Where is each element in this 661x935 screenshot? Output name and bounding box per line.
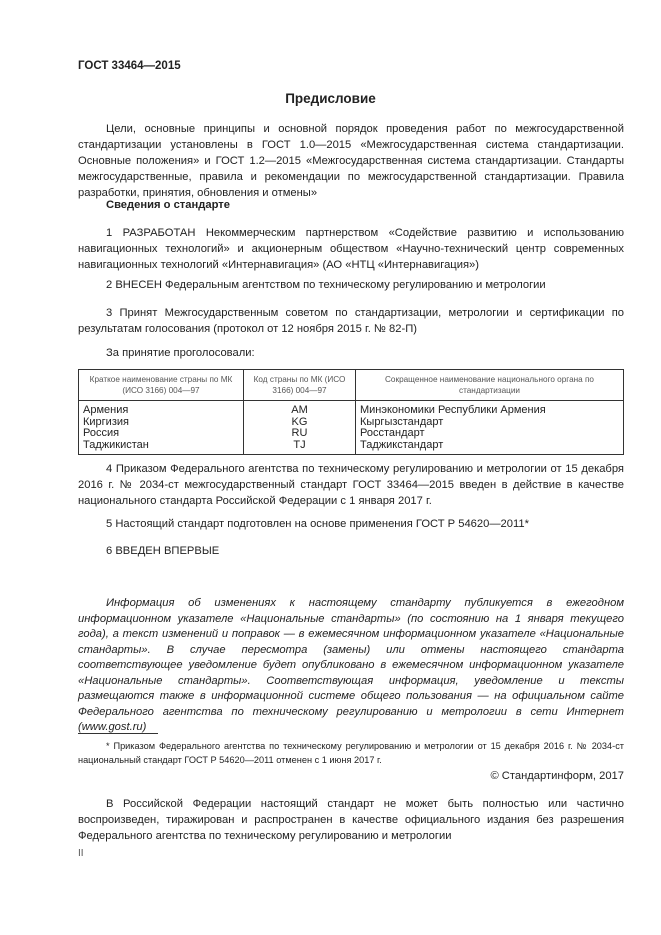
- section-title: Сведения о стандарте: [106, 199, 230, 211]
- country: Киргизия: [79, 417, 244, 429]
- page-number: II: [78, 848, 84, 859]
- national-body: Кыргызстандарт: [356, 417, 624, 429]
- table-row: [79, 428, 624, 440]
- footnote: * Приказом Федерального агентства по техническому регулированию и метрологии от 15 декабря 2016 г. № 2034-ст национальный стандарт ГОСТ Р 54620—2011 отменен с 1 июня 2017 г.: [78, 741, 624, 765]
- voting-label: За принятие проголосовали:: [106, 347, 255, 359]
- item-4: 4 Приказом Федерального агентства по техническому регулированию и метрологии от 15 декабря 2016 г. № 2034-ст межгосударственный стандарт ГОСТ 33464—2015 введен в действие в качестве национального стандарта Российской Федерации с 1 января 2017 г.: [78, 463, 624, 507]
- footnote-divider: [78, 733, 158, 734]
- header-organ: Сокращенное наименование национального органа по стандартизации: [356, 370, 624, 401]
- table-row: [79, 440, 624, 455]
- rights-paragraph: В Российской Федерации настоящий стандарт не может быть полностью или частично воспроизведен, тиражирован и распространен в качестве официального издания без разрешения Федерального агентства по техническому регулированию и метрологии: [78, 798, 624, 842]
- country-code: RU: [244, 428, 356, 440]
- item-6: 6 ВВЕДЕН ВПЕРВЫЕ: [106, 545, 220, 557]
- national-body: Минэкономики Республики Армения: [356, 401, 624, 417]
- country: Армения: [79, 401, 244, 417]
- voting-table: [78, 369, 624, 455]
- table-row: [79, 401, 624, 417]
- document-header: ГОСТ 33464—2015: [78, 60, 181, 72]
- item-3: 3 Принят Межгосударственным советом по стандартизации, метрологии и сертификации по результатам голосования (протокол от 12 ноября 2015 г. № 82-П): [78, 307, 624, 335]
- header-code: Код страны по МК (ИСО 3166) 004—97: [244, 370, 356, 401]
- national-body: Таджикстандарт: [356, 440, 624, 455]
- copyright: © Стандартинформ, 2017: [490, 770, 624, 782]
- country-code: TJ: [244, 440, 356, 455]
- item-2: 2 ВНЕСЕН Федеральным агентством по техническому регулированию и метрологии: [106, 279, 546, 291]
- header-country: Краткое наименование страны по МК (ИСО 3166) 004—97: [79, 370, 244, 401]
- info-paragraph: Информация об изменениях к настоящему стандарту публикуется в ежегодном информационном указателе «Национальные стандарты» (по состоянию на 1 января текущего года), а текст изменений и поправок — в ежемесячном информационном указателе «Национальные стандарты». В случае пересмотра (замены) или отмены настоящего стандарта соответствующее уведомление будет опубликовано в ежемесячном информационном указателе «Национальные стандарты». Соответствующая информация, уведомление и тексты размещаются также в информационной системе общего пользования — на официальном сайте Федерального агентства по техническому регулированию и метрологии в сети Интернет (www.gost.ru): [78, 597, 624, 733]
- country-code: KG: [244, 417, 356, 429]
- country: Таджикистан: [79, 440, 244, 455]
- country: Россия: [79, 428, 244, 440]
- national-body: Росстандарт: [356, 428, 624, 440]
- page-title: Предисловие: [285, 91, 376, 106]
- item-5: 5 Настоящий стандарт подготовлен на основе применения ГОСТ Р 54620—2011*: [106, 518, 529, 530]
- item-1: 1 РАЗРАБОТАН Некоммерческим партнерством «Содействие развитию и использованию навигационных технологий» и акционерным обществом «Научно-технический центр современных навигационных технологий «Интернавигация» (АО «НТЦ «Интернавигация»): [78, 227, 624, 271]
- table-row: [79, 417, 624, 429]
- intro-paragraph: Цели, основные принципы и основной порядок проведения работ по межгосударственной стандартизации установлены в ГОСТ 1.0—2015 «Межгосударственная система стандартизации. Основные положения» и ГОСТ 1.2—2015 «Межгосударственная система стандартизации. Стандарты межгосударственные, правила и рекомендации по межгосударственной стандартизации. Правила разработки, принятия, обновления и отмены»: [78, 123, 624, 199]
- country-code: AM: [244, 401, 356, 417]
- table-header-row: [79, 370, 624, 401]
